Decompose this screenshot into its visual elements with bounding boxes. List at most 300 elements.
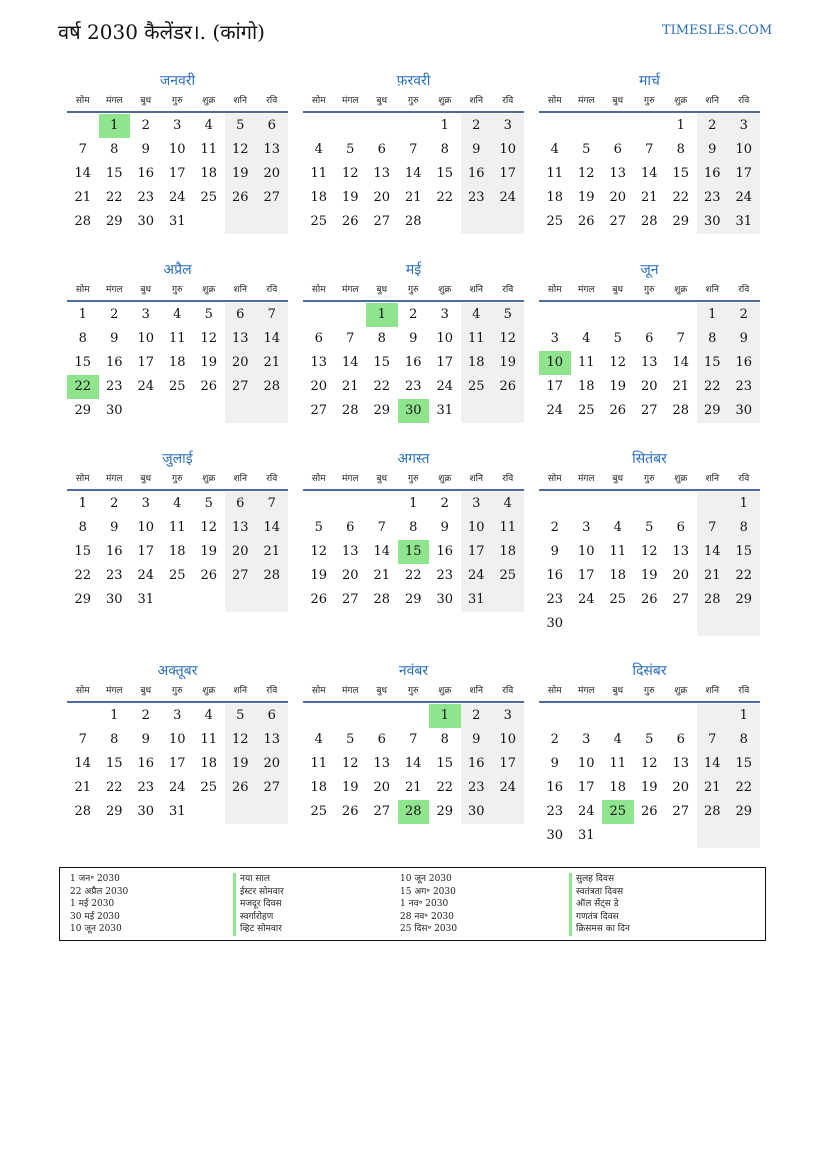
day-cell: 18: [609, 780, 627, 795]
day-cell: 11: [200, 142, 218, 157]
day-cell: 26: [492, 375, 524, 399]
day-cell: 5: [204, 496, 213, 511]
weekday-label: रवि: [738, 474, 750, 484]
day-cell: 25: [602, 800, 634, 824]
weekday-label: शनि: [233, 474, 247, 484]
day-cell: 9: [461, 138, 493, 162]
day-cell: 25: [577, 403, 595, 418]
day-cell: 17: [137, 544, 155, 559]
weekday-label: बुध: [376, 285, 388, 295]
day-cell: 3: [492, 704, 524, 728]
day-cell: 28: [341, 403, 359, 418]
empty-cell: [256, 800, 288, 824]
weekday-label: शनि: [705, 686, 719, 696]
day-cell: 14: [672, 355, 690, 370]
weekday-label: सोम: [75, 285, 90, 295]
weekday-label: शुक्र: [674, 96, 688, 106]
day-cell: 5: [314, 520, 323, 535]
day-cell: 22: [728, 564, 760, 588]
weekday-header: [539, 682, 760, 703]
weekday-label: शुक्र: [674, 686, 688, 696]
day-cell: 18: [200, 756, 218, 771]
day-cell: 7: [676, 331, 685, 346]
day-cell: 15: [436, 166, 454, 181]
weekday-label: सोम: [311, 285, 326, 295]
day-cell: 22: [373, 379, 391, 394]
day-cell: 6: [256, 114, 288, 138]
holiday-legend: [59, 867, 766, 941]
day-cell: 12: [492, 327, 524, 351]
day-cell: 23: [697, 186, 729, 210]
day-cell: 9: [110, 520, 119, 535]
day-cell: 26: [200, 379, 218, 394]
day-cell: 31: [577, 828, 595, 843]
day-cell: 11: [492, 516, 524, 540]
month-name: अक्तूबर: [157, 663, 198, 679]
day-cell: 29: [373, 403, 391, 418]
day-cell: 27: [609, 214, 627, 229]
weekday-header: [67, 470, 288, 491]
weekday-label: रवि: [738, 686, 750, 696]
day-cell: 27: [672, 804, 690, 819]
legend-dates-column-1: [70, 873, 128, 936]
month-name: मार्च: [639, 73, 660, 89]
weekday-label: रवि: [266, 686, 278, 696]
day-cell: 1: [366, 303, 398, 327]
weekday-label: शुक्र: [438, 96, 452, 106]
day-cell: 2: [409, 307, 418, 322]
day-cell: 21: [672, 379, 690, 394]
day-cell: 8: [728, 516, 760, 540]
empty-cell: [256, 210, 288, 234]
day-cell: 14: [373, 544, 391, 559]
weekday-label: शुक्र: [202, 285, 216, 295]
legend-holiday-name: ऑल सेंट्स डे: [569, 898, 630, 911]
day-cell: 24: [577, 592, 595, 607]
month-name: नवंबर: [398, 663, 429, 679]
day-cell: 21: [404, 190, 422, 205]
weekday-label: रवि: [266, 285, 278, 295]
empty-cell: [303, 303, 335, 327]
day-cell: 7: [78, 142, 87, 157]
day-cell: 28: [697, 800, 729, 824]
empty-cell: [256, 588, 288, 612]
day-cell: 17: [492, 162, 524, 186]
empty-cell: [602, 824, 634, 848]
day-cell: 12: [640, 544, 658, 559]
day-cell: 22: [697, 375, 729, 399]
day-cell: 21: [404, 780, 422, 795]
empty-cell: [256, 399, 288, 423]
empty-cell: [634, 492, 666, 516]
empty-cell: [193, 210, 225, 234]
legend-holiday-name: गणतंत्र दिवस: [569, 911, 630, 924]
day-cell: 21: [74, 780, 92, 795]
day-cell: 6: [377, 142, 386, 157]
month-block: [539, 448, 760, 636]
empty-cell: [366, 704, 398, 728]
day-cell: 14: [341, 355, 359, 370]
day-cell: 16: [404, 355, 422, 370]
day-cell: 16: [461, 162, 493, 186]
day-cell: 28: [640, 214, 658, 229]
weekday-label: शनि: [233, 686, 247, 696]
day-cell: 22: [436, 190, 454, 205]
day-cell: 2: [728, 303, 760, 327]
day-cell: 17: [168, 756, 186, 771]
day-cell: 4: [173, 496, 182, 511]
day-cell: 13: [373, 756, 391, 771]
day-cell: 18: [546, 190, 564, 205]
day-cell: 19: [640, 780, 658, 795]
month-name: सितंबर: [632, 451, 667, 467]
day-cell: 4: [173, 307, 182, 322]
day-cell: 5: [492, 303, 524, 327]
day-cell: 6: [613, 142, 622, 157]
day-cell: 18: [461, 351, 493, 375]
empty-cell: [162, 399, 194, 423]
weekday-label: गुरु: [172, 474, 183, 484]
day-cell: 21: [74, 190, 92, 205]
day-cell: 4: [492, 492, 524, 516]
day-cell: 11: [310, 166, 328, 181]
month-name: दिसंबर: [632, 663, 667, 679]
day-cell: 17: [728, 162, 760, 186]
day-cell: 26: [200, 568, 218, 583]
day-cell: 6: [676, 520, 685, 535]
day-cell: 1: [728, 704, 760, 728]
day-cell: 17: [577, 780, 595, 795]
day-cell: 21: [256, 351, 288, 375]
month-block: [303, 259, 524, 423]
day-cell: 21: [341, 379, 359, 394]
empty-cell: [697, 824, 729, 848]
day-cell: 7: [645, 142, 654, 157]
weekday-label: गुरु: [408, 474, 419, 484]
day-cell: 23: [105, 379, 123, 394]
day-cell: 24: [728, 186, 760, 210]
day-cell: 14: [697, 752, 729, 776]
day-cell: 24: [577, 804, 595, 819]
weekday-label: बुध: [140, 474, 152, 484]
day-cell: 24: [492, 186, 524, 210]
weekday-label: गुरु: [408, 285, 419, 295]
day-cell: 5: [225, 114, 257, 138]
day-cell: 24: [137, 379, 155, 394]
day-cell: 17: [461, 540, 493, 564]
day-cell: 29: [105, 804, 123, 819]
day-cell: 30: [105, 403, 123, 418]
day-cell: 1: [99, 114, 131, 138]
day-cell: 5: [613, 331, 622, 346]
day-cell: 30: [728, 399, 760, 423]
day-cell: 9: [550, 544, 559, 559]
empty-cell: [665, 704, 697, 728]
day-cell: 15: [74, 544, 92, 559]
day-grid: [303, 114, 524, 234]
day-cell: 23: [461, 776, 493, 800]
day-cell: 5: [582, 142, 591, 157]
day-cell: 15: [373, 355, 391, 370]
day-cell: 25: [609, 592, 627, 607]
day-cell: 17: [492, 752, 524, 776]
day-cell: 2: [461, 704, 493, 728]
day-cell: 3: [173, 118, 182, 133]
day-cell: 18: [200, 166, 218, 181]
day-cell: 3: [550, 331, 559, 346]
day-cell: 27: [310, 403, 328, 418]
day-cell: 9: [550, 756, 559, 771]
day-cell: 17: [577, 568, 595, 583]
empty-cell: [492, 399, 524, 423]
month-name: मई: [405, 262, 422, 278]
day-cell: 16: [546, 780, 564, 795]
day-cell: 19: [577, 190, 595, 205]
day-cell: 7: [78, 732, 87, 747]
empty-cell: [665, 492, 697, 516]
day-cell: 28: [672, 403, 690, 418]
weekday-label: सोम: [311, 686, 326, 696]
legend-holiday-name: व्हिट सोमवार: [233, 923, 284, 936]
day-cell: 25: [546, 214, 564, 229]
day-cell: 12: [225, 728, 257, 752]
day-cell: 7: [409, 732, 418, 747]
day-cell: 26: [310, 592, 328, 607]
day-cell: 30: [105, 592, 123, 607]
empty-cell: [492, 800, 524, 824]
day-cell: 11: [310, 756, 328, 771]
brand-link[interactable]: TIMESLES.COM: [662, 23, 773, 38]
weekday-label: मंगल: [105, 474, 123, 484]
day-cell: 25: [461, 375, 493, 399]
day-cell: 28: [404, 214, 422, 229]
empty-cell: [571, 704, 603, 728]
day-cell: 17: [546, 379, 564, 394]
weekday-label: रवि: [738, 285, 750, 295]
legend-holiday-name: ईस्टर सोमवार: [233, 886, 284, 899]
day-cell: 21: [697, 776, 729, 800]
day-cell: 14: [256, 327, 288, 351]
day-cell: 31: [461, 588, 493, 612]
weekday-label: शनि: [705, 285, 719, 295]
legend-date: 1 नव॰ 2030: [400, 899, 449, 909]
day-cell: 9: [728, 327, 760, 351]
day-cell: 11: [168, 331, 186, 346]
day-cell: 15: [728, 752, 760, 776]
weekday-label: रवि: [266, 96, 278, 106]
day-cell: 20: [310, 379, 328, 394]
weekday-label: गुरु: [172, 686, 183, 696]
day-cell: 7: [409, 142, 418, 157]
empty-cell: [225, 588, 257, 612]
day-cell: 12: [341, 756, 359, 771]
day-cell: 13: [609, 166, 627, 181]
day-cell: 25: [168, 568, 186, 583]
month-name: जुलाई: [162, 451, 193, 467]
weekday-header: [303, 682, 524, 703]
legend-date: 15 अग॰ 2030: [400, 886, 456, 897]
day-cell: 2: [440, 496, 449, 511]
day-cell: 3: [582, 732, 591, 747]
day-cell: 9: [440, 520, 449, 535]
empty-cell: [335, 704, 367, 728]
weekday-label: सोम: [311, 96, 326, 106]
weekday-label: मंगल: [577, 285, 595, 295]
day-cell: 30: [461, 800, 493, 824]
day-cell: 16: [105, 544, 123, 559]
day-cell: 28: [74, 804, 92, 819]
day-grid: [67, 303, 288, 423]
legend-date: 1 जन॰ 2030: [70, 874, 120, 884]
weekday-label: बुध: [376, 96, 388, 106]
legend-date: 25 दिस॰ 2030: [400, 924, 458, 934]
day-cell: 26: [225, 186, 257, 210]
legend-names-column-2: [569, 873, 630, 936]
day-cell: 23: [137, 190, 155, 205]
day-cell: 28: [74, 214, 92, 229]
legend-date: 22 अप्रैल 2030: [70, 886, 129, 897]
weekday-label: शनि: [469, 474, 483, 484]
weekday-label: बुध: [612, 474, 624, 484]
day-cell: 18: [577, 379, 595, 394]
day-cell: 29: [74, 592, 92, 607]
day-cell: 22: [436, 780, 454, 795]
weekday-label: सोम: [547, 285, 562, 295]
day-cell: 20: [672, 780, 690, 795]
day-cell: 10: [168, 142, 186, 157]
weekday-label: रवि: [502, 474, 514, 484]
day-cell: 10: [492, 728, 524, 752]
weekday-label: बुध: [140, 96, 152, 106]
weekday-label: सोम: [547, 474, 562, 484]
weekday-label: बुध: [612, 285, 624, 295]
day-cell: 15: [436, 756, 454, 771]
weekday-label: गुरु: [172, 96, 183, 106]
day-cell: 27: [373, 804, 391, 819]
weekday-label: सोम: [75, 96, 90, 106]
weekday-label: शुक्र: [438, 285, 452, 295]
month-block: [539, 70, 760, 234]
day-cell: 13: [310, 355, 328, 370]
empty-cell: [366, 492, 398, 516]
day-cell: 28: [398, 800, 430, 824]
month-name: अगस्त: [397, 451, 430, 467]
day-cell: 10: [492, 138, 524, 162]
day-cell: 6: [314, 331, 323, 346]
day-cell: 10: [137, 331, 155, 346]
day-cell: 27: [225, 375, 257, 399]
day-cell: 19: [200, 355, 218, 370]
day-cell: 19: [225, 162, 257, 186]
weekday-label: मंगल: [105, 686, 123, 696]
day-cell: 8: [676, 142, 685, 157]
day-cell: 1: [409, 496, 418, 511]
day-cell: 19: [492, 351, 524, 375]
day-cell: 3: [141, 307, 150, 322]
day-cell: 10: [577, 756, 595, 771]
day-cell: 22: [672, 190, 690, 205]
empty-cell: [665, 303, 697, 327]
day-cell: 15: [728, 540, 760, 564]
day-cell: 29: [728, 800, 760, 824]
day-cell: 8: [78, 520, 87, 535]
empty-cell: [366, 114, 398, 138]
day-cell: 19: [200, 544, 218, 559]
day-cell: 25: [310, 804, 328, 819]
empty-cell: [571, 114, 603, 138]
day-cell: 1: [440, 118, 449, 133]
day-cell: 7: [256, 492, 288, 516]
month-block: [303, 448, 524, 612]
day-cell: 6: [225, 303, 257, 327]
day-cell: 28: [373, 592, 391, 607]
month-block: [303, 660, 524, 824]
day-cell: 11: [461, 327, 493, 351]
day-cell: 13: [225, 516, 257, 540]
day-cell: 16: [137, 756, 155, 771]
day-cell: 15: [105, 756, 123, 771]
weekday-label: गुरु: [644, 96, 655, 106]
day-cell: 20: [256, 162, 288, 186]
day-grid: [303, 492, 524, 612]
day-cell: 11: [546, 166, 564, 181]
day-cell: 11: [609, 544, 627, 559]
day-cell: 26: [577, 214, 595, 229]
day-cell: 6: [256, 704, 288, 728]
day-cell: 13: [640, 355, 658, 370]
day-cell: 9: [697, 138, 729, 162]
day-cell: 1: [78, 496, 87, 511]
weekday-label: बुध: [140, 686, 152, 696]
day-cell: 6: [225, 492, 257, 516]
weekday-label: बुध: [612, 96, 624, 106]
day-cell: 20: [225, 540, 257, 564]
day-cell: 29: [672, 214, 690, 229]
day-cell: 26: [609, 403, 627, 418]
day-cell: 31: [728, 210, 760, 234]
day-cell: 15: [74, 355, 92, 370]
day-cell: 26: [341, 214, 359, 229]
day-cell: 1: [697, 303, 729, 327]
day-cell: 9: [461, 728, 493, 752]
weekday-header: [303, 281, 524, 302]
day-cell: 3: [440, 307, 449, 322]
weekday-label: शनि: [469, 686, 483, 696]
weekday-label: रवि: [502, 96, 514, 106]
day-cell: 11: [609, 756, 627, 771]
empty-cell: [539, 492, 571, 516]
day-cell: 26: [640, 804, 658, 819]
day-cell: 16: [137, 166, 155, 181]
day-cell: 20: [609, 190, 627, 205]
day-cell: 30: [398, 399, 430, 423]
day-cell: 29: [404, 592, 422, 607]
day-grid: [67, 114, 288, 234]
empty-cell: [225, 210, 257, 234]
day-cell: 16: [461, 752, 493, 776]
day-cell: 8: [78, 331, 87, 346]
weekday-label: सोम: [547, 96, 562, 106]
weekday-label: शुक्र: [202, 474, 216, 484]
day-cell: 11: [200, 732, 218, 747]
weekday-label: शनि: [233, 285, 247, 295]
weekday-label: शनि: [469, 285, 483, 295]
day-cell: 24: [137, 568, 155, 583]
page-title: वर्ष 2030 कैलेंडर।. (कांगो): [58, 20, 265, 44]
weekday-label: मंगल: [341, 285, 359, 295]
day-cell: 11: [577, 355, 595, 370]
day-cell: 27: [256, 776, 288, 800]
